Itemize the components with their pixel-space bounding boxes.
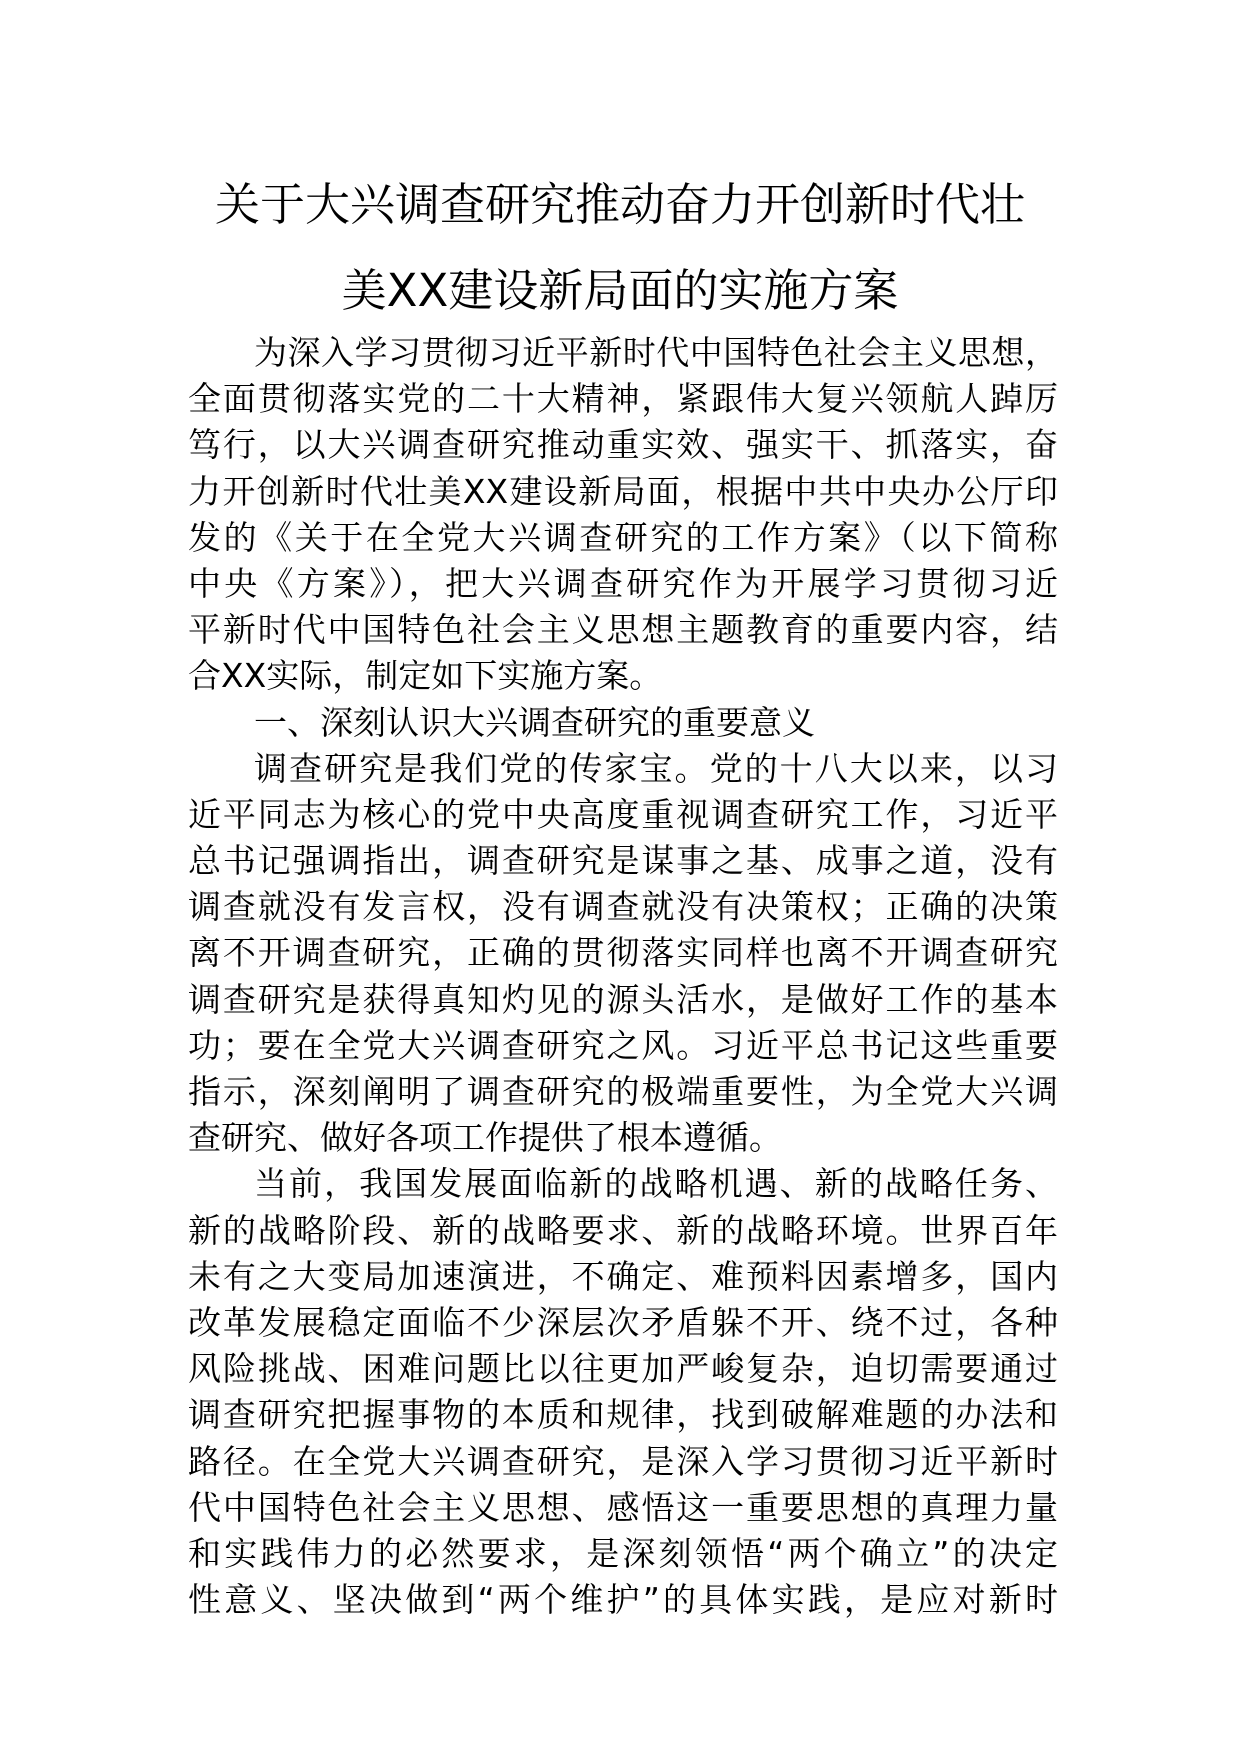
document-title-line-2: 美XX建设新局面的实施方案	[341, 264, 899, 317]
paragraph-line: 中央《方案》），把大兴调查研究作为开展学习贯彻习近	[188, 563, 1058, 603]
paragraph-line: 路径。在全党大兴调查研究，是深入学习贯彻习近平新时	[188, 1441, 1058, 1481]
paragraph-line: 调查就没有发言权，没有调查就没有决策权；正确的决策	[188, 887, 1058, 927]
paragraph-line: 力开创新时代壮美XX建设新局面，根据中共中央办公厅印	[188, 471, 1058, 511]
paragraph-line: 合XX实际，制定如下实施方案。	[188, 656, 663, 696]
paragraph-line: 新的战略阶段、新的战略要求、新的战略环境。世界百年	[188, 1210, 1058, 1250]
paragraph-line: 指示，深刻阐明了调查研究的极端重要性，为全党大兴调	[188, 1072, 1058, 1111]
paragraph-line: 近平同志为核心的党中央高度重视调查研究工作，习近平	[188, 794, 1058, 834]
paragraph-line: 风险挑战、困难问题比以往更加严峻复杂，迫切需要通过	[188, 1349, 1058, 1389]
paragraph-line: 全面贯彻落实党的二十大精神，紧跟伟大复兴领航人踔厉	[188, 379, 1058, 419]
paragraph-line: 发的《关于在全党大兴调查研究的工作方案》（以下简称	[188, 517, 1058, 557]
paragraph-line: 平新时代中国特色社会主义思想主题教育的重要内容，结	[188, 610, 1058, 650]
paragraph-line: 调查研究是获得真知灼见的源头活水，是做好工作的基本	[188, 979, 1058, 1019]
paragraph-line: 功；要在全党大兴调查研究之风。习近平总书记这些重要	[188, 1025, 1058, 1065]
document-title-line-1: 关于大兴调查研究推动奋力开创新时代壮	[214, 178, 1025, 231]
document-body	[188, 330, 1058, 1623]
paragraph-line: 代中国特色社会主义思想、感悟这一重要思想的真理力量	[188, 1487, 1058, 1527]
paragraph-line: 调查研究把握事物的本质和规律，找到破解难题的办法和	[188, 1395, 1058, 1435]
paragraph-line: 性意义、坚决做到“两个维护”的具体实践，是应对新时	[188, 1580, 1058, 1620]
paragraph-line: 离不开调查研究，正确的贯彻落实同样也离不开调查研究	[188, 933, 1058, 973]
paragraph-line: 笃行，以大兴调查研究推动重实效、强实干、抓落实，奋	[188, 425, 1058, 465]
paragraph-line: 和实践伟力的必然要求，是深刻领悟“两个确立”的决定	[188, 1533, 1058, 1573]
paragraph-line: 改革发展稳定面临不少深层次矛盾躲不开、绕不过，各种	[188, 1302, 1058, 1342]
paragraph-line: 当前，我国发展面临新的战略机遇、新的战略任务、	[254, 1164, 1058, 1204]
paragraph-line: 调查研究是我们党的传家宝。党的十八大以来，以习	[254, 748, 1058, 788]
paragraph-line: 总书记强调指出，调查研究是谋事之基、成事之道，没有	[188, 841, 1058, 881]
paragraph-line: 查研究、做好各项工作提供了根本遵循。	[188, 1118, 782, 1158]
paragraph-line: 未有之大变局加速演进，不确定、难预料因素增多，国内	[188, 1256, 1058, 1296]
section-heading: 一、深刻认识大兴调查研究的重要意义	[254, 702, 815, 742]
paragraph-line: 为深入学习贯彻习近平新时代中国特色社会主义思想，	[254, 333, 1058, 372]
